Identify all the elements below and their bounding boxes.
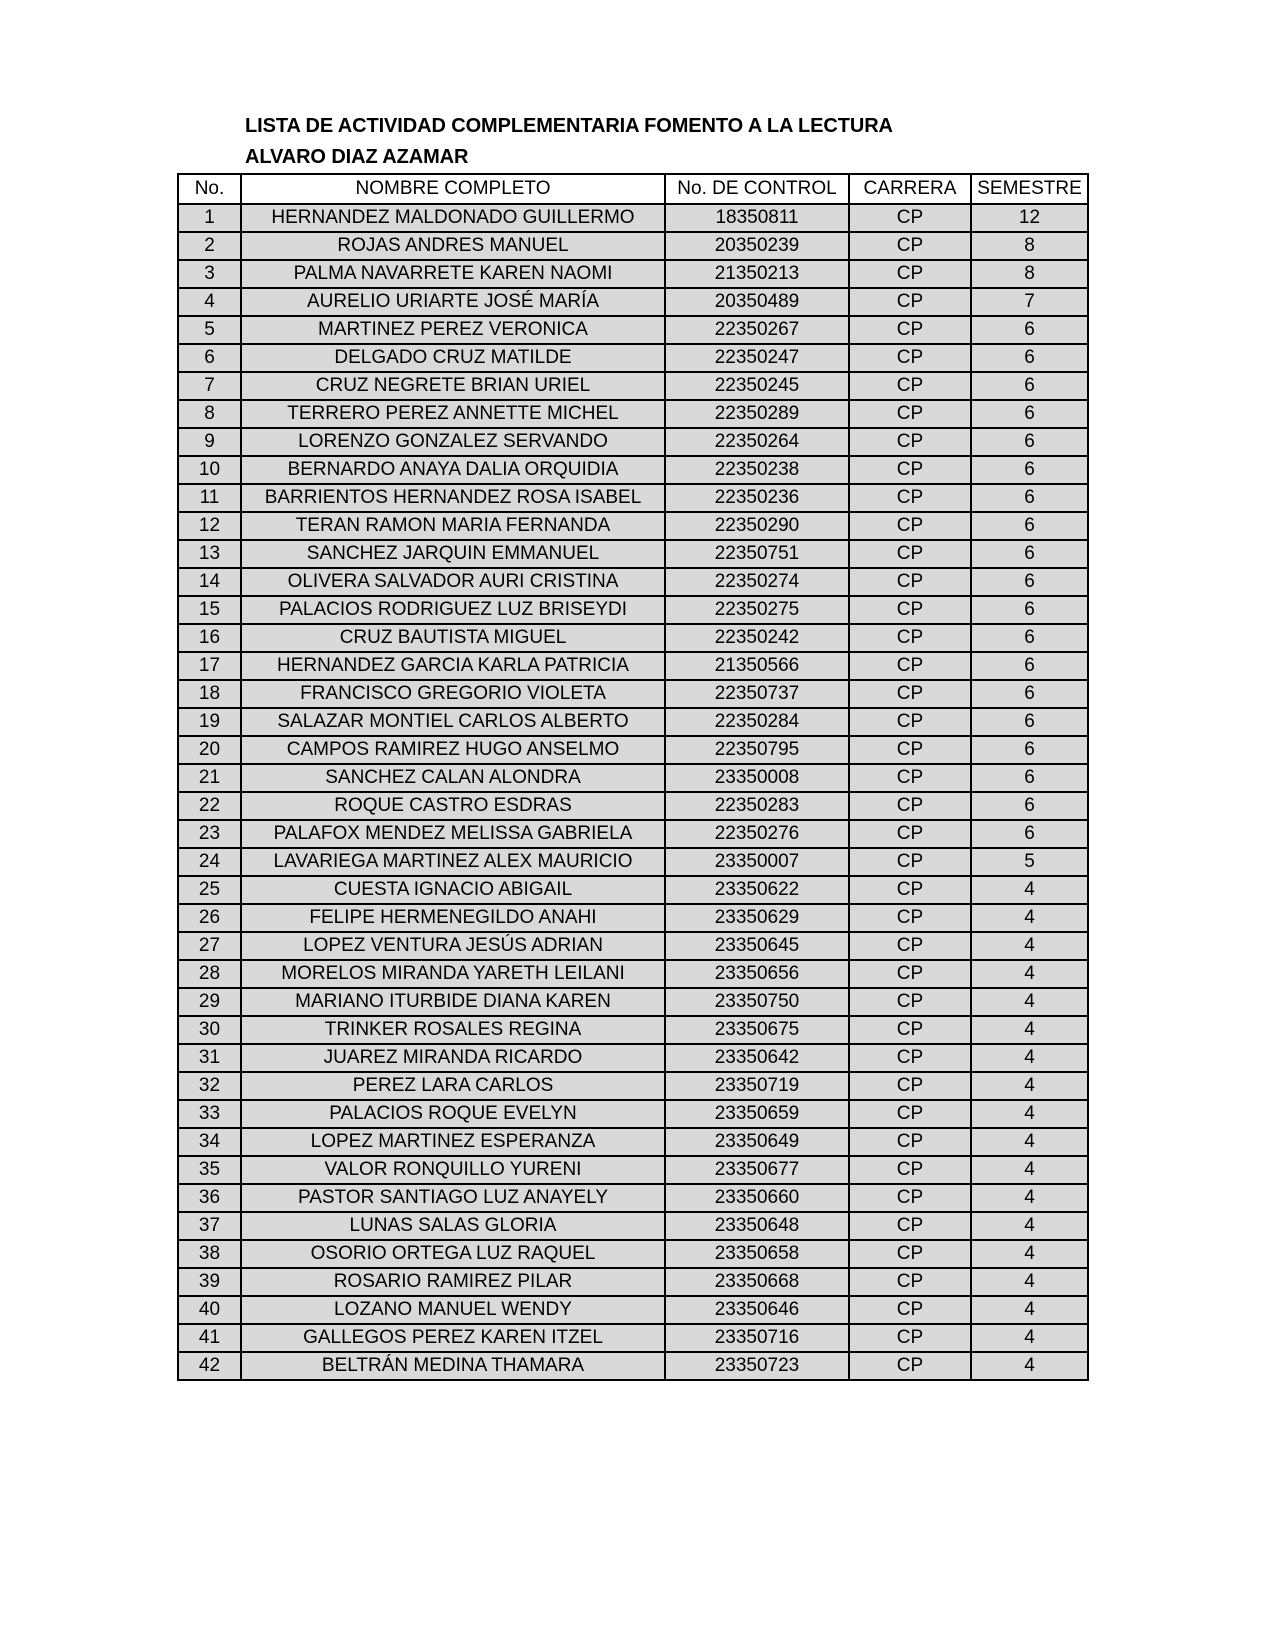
- row-number-cell: 25: [178, 876, 241, 904]
- career-cell: CP: [849, 1156, 971, 1184]
- career-cell: CP: [849, 904, 971, 932]
- header-semester: SEMESTRE: [971, 174, 1088, 204]
- career-cell: CP: [849, 1184, 971, 1212]
- full-name-cell: FELIPE HERMENEGILDO ANAHI: [241, 904, 665, 932]
- control-number-cell: 23350656: [665, 960, 849, 988]
- row-number-cell: 24: [178, 848, 241, 876]
- table-row: [178, 988, 1088, 1016]
- row-number-cell: 28: [178, 960, 241, 988]
- row-number-cell: 29: [178, 988, 241, 1016]
- control-number-cell: 22350737: [665, 680, 849, 708]
- table-row: [178, 1156, 1088, 1184]
- full-name-cell: JUAREZ MIRANDA RICARDO: [241, 1044, 665, 1072]
- row-number-cell: 15: [178, 596, 241, 624]
- full-name-cell: SALAZAR MONTIEL CARLOS ALBERTO: [241, 708, 665, 736]
- table-row: [178, 596, 1088, 624]
- semester-cell: 6: [971, 820, 1088, 848]
- control-number-cell: 22350751: [665, 540, 849, 568]
- semester-cell: 4: [971, 1324, 1088, 1352]
- full-name-cell: LOZANO MANUEL WENDY: [241, 1296, 665, 1324]
- career-cell: CP: [849, 512, 971, 540]
- career-cell: CP: [849, 764, 971, 792]
- row-number-cell: 33: [178, 1100, 241, 1128]
- row-number-cell: 36: [178, 1184, 241, 1212]
- semester-cell: 6: [971, 344, 1088, 372]
- full-name-cell: CUESTA IGNACIO ABIGAIL: [241, 876, 665, 904]
- control-number-cell: 23350008: [665, 764, 849, 792]
- semester-cell: 8: [971, 260, 1088, 288]
- semester-cell: 4: [971, 1128, 1088, 1156]
- control-number-cell: 23350645: [665, 932, 849, 960]
- full-name-cell: PALACIOS RODRIGUEZ LUZ BRISEYDI: [241, 596, 665, 624]
- table-row: [178, 904, 1088, 932]
- row-number-cell: 20: [178, 736, 241, 764]
- semester-cell: 6: [971, 792, 1088, 820]
- control-number-cell: 23350648: [665, 1212, 849, 1240]
- semester-cell: 6: [971, 484, 1088, 512]
- semester-cell: 6: [971, 456, 1088, 484]
- row-number-cell: 8: [178, 400, 241, 428]
- career-cell: CP: [849, 456, 971, 484]
- semester-cell: 12: [971, 204, 1088, 232]
- semester-cell: 4: [971, 932, 1088, 960]
- table-row: [178, 960, 1088, 988]
- full-name-cell: LORENZO GONZALEZ SERVANDO: [241, 428, 665, 456]
- semester-cell: 6: [971, 652, 1088, 680]
- career-cell: CP: [849, 1100, 971, 1128]
- table-row: [178, 736, 1088, 764]
- row-number-cell: 7: [178, 372, 241, 400]
- row-number-cell: 9: [178, 428, 241, 456]
- control-number-cell: 23350668: [665, 1268, 849, 1296]
- row-number-cell: 18: [178, 680, 241, 708]
- control-number-cell: 23350629: [665, 904, 849, 932]
- table-row: [178, 876, 1088, 904]
- control-number-cell: 22350795: [665, 736, 849, 764]
- semester-cell: 4: [971, 1240, 1088, 1268]
- control-number-cell: 22350267: [665, 316, 849, 344]
- header-full-name: NOMBRE COMPLETO: [241, 174, 665, 204]
- table-row: [178, 316, 1088, 344]
- semester-cell: 4: [971, 1072, 1088, 1100]
- table-row: [178, 1016, 1088, 1044]
- table-row: [178, 288, 1088, 316]
- career-cell: CP: [849, 624, 971, 652]
- control-number-cell: 22350238: [665, 456, 849, 484]
- semester-cell: 8: [971, 232, 1088, 260]
- semester-cell: 4: [971, 1268, 1088, 1296]
- semester-cell: 6: [971, 316, 1088, 344]
- table-row: [178, 400, 1088, 428]
- career-cell: CP: [849, 988, 971, 1016]
- full-name-cell: PALAFOX MENDEZ MELISSA GABRIELA: [241, 820, 665, 848]
- career-cell: CP: [849, 1324, 971, 1352]
- row-number-cell: 12: [178, 512, 241, 540]
- table-row: [178, 1100, 1088, 1128]
- full-name-cell: HERNANDEZ GARCIA KARLA PATRICIA: [241, 652, 665, 680]
- career-cell: CP: [849, 568, 971, 596]
- control-number-cell: 23350646: [665, 1296, 849, 1324]
- semester-cell: 6: [971, 708, 1088, 736]
- control-number-cell: 23350675: [665, 1016, 849, 1044]
- row-number-cell: 19: [178, 708, 241, 736]
- full-name-cell: SANCHEZ CALAN ALONDRA: [241, 764, 665, 792]
- control-number-cell: 21350566: [665, 652, 849, 680]
- full-name-cell: OSORIO ORTEGA LUZ RAQUEL: [241, 1240, 665, 1268]
- row-number-cell: 38: [178, 1240, 241, 1268]
- row-number-cell: 5: [178, 316, 241, 344]
- table-row: [178, 624, 1088, 652]
- row-number-cell: 3: [178, 260, 241, 288]
- header-number: No.: [178, 174, 241, 204]
- full-name-cell: AURELIO URIARTE JOSÉ MARÍA: [241, 288, 665, 316]
- control-number-cell: 23350658: [665, 1240, 849, 1268]
- semester-cell: 4: [971, 1100, 1088, 1128]
- table-row: [178, 344, 1088, 372]
- control-number-cell: 22350284: [665, 708, 849, 736]
- control-number-cell: 23350007: [665, 848, 849, 876]
- semester-cell: 4: [971, 1016, 1088, 1044]
- table-row: [178, 456, 1088, 484]
- row-number-cell: 10: [178, 456, 241, 484]
- control-number-cell: 22350276: [665, 820, 849, 848]
- full-name-cell: TERAN RAMON MARIA FERNANDA: [241, 512, 665, 540]
- control-number-cell: 18350811: [665, 204, 849, 232]
- table-row: [178, 1240, 1088, 1268]
- row-number-cell: 21: [178, 764, 241, 792]
- control-number-cell: 22350290: [665, 512, 849, 540]
- semester-cell: 4: [971, 1296, 1088, 1324]
- full-name-cell: BELTRÁN MEDINA THAMARA: [241, 1352, 665, 1380]
- table-row: [178, 848, 1088, 876]
- table-row: [178, 764, 1088, 792]
- career-cell: CP: [849, 372, 971, 400]
- control-number-cell: 23350750: [665, 988, 849, 1016]
- full-name-cell: CAMPOS RAMIREZ HUGO ANSELMO: [241, 736, 665, 764]
- semester-cell: 6: [971, 372, 1088, 400]
- table-row: [178, 792, 1088, 820]
- table-body: [178, 204, 1088, 1380]
- row-number-cell: 41: [178, 1324, 241, 1352]
- full-name-cell: GALLEGOS PEREZ KAREN ITZEL: [241, 1324, 665, 1352]
- control-number-cell: 22350264: [665, 428, 849, 456]
- control-number-cell: 23350642: [665, 1044, 849, 1072]
- control-number-cell: 22350289: [665, 400, 849, 428]
- document-subtitle: ALVARO DIAZ AZAMAR: [245, 146, 469, 168]
- full-name-cell: CRUZ NEGRETE BRIAN URIEL: [241, 372, 665, 400]
- table-row: [178, 820, 1088, 848]
- semester-cell: 6: [971, 680, 1088, 708]
- row-number-cell: 39: [178, 1268, 241, 1296]
- control-number-cell: 22350247: [665, 344, 849, 372]
- control-number-cell: 23350716: [665, 1324, 849, 1352]
- table-row: [178, 932, 1088, 960]
- career-cell: CP: [849, 1352, 971, 1380]
- full-name-cell: TRINKER ROSALES REGINA: [241, 1016, 665, 1044]
- table-row: [178, 1044, 1088, 1072]
- full-name-cell: LUNAS SALAS GLORIA: [241, 1212, 665, 1240]
- row-number-cell: 23: [178, 820, 241, 848]
- row-number-cell: 26: [178, 904, 241, 932]
- full-name-cell: PALMA NAVARRETE KAREN NAOMI: [241, 260, 665, 288]
- career-cell: CP: [849, 1128, 971, 1156]
- career-cell: CP: [849, 736, 971, 764]
- full-name-cell: SANCHEZ JARQUIN EMMANUEL: [241, 540, 665, 568]
- career-cell: CP: [849, 344, 971, 372]
- full-name-cell: ROQUE CASTRO ESDRAS: [241, 792, 665, 820]
- row-number-cell: 35: [178, 1156, 241, 1184]
- semester-cell: 6: [971, 736, 1088, 764]
- table-row: [178, 568, 1088, 596]
- control-number-cell: 22350242: [665, 624, 849, 652]
- semester-cell: 4: [971, 1212, 1088, 1240]
- semester-cell: 5: [971, 848, 1088, 876]
- table-row: [178, 1268, 1088, 1296]
- semester-cell: 4: [971, 988, 1088, 1016]
- table-row: [178, 652, 1088, 680]
- career-cell: CP: [849, 652, 971, 680]
- table-row: [178, 1184, 1088, 1212]
- semester-cell: 4: [971, 876, 1088, 904]
- full-name-cell: PASTOR SANTIAGO LUZ ANAYELY: [241, 1184, 665, 1212]
- full-name-cell: MARTINEZ PEREZ VERONICA: [241, 316, 665, 344]
- table-row: [178, 512, 1088, 540]
- full-name-cell: BERNARDO ANAYA DALIA ORQUIDIA: [241, 456, 665, 484]
- career-cell: CP: [849, 932, 971, 960]
- semester-cell: 7: [971, 288, 1088, 316]
- row-number-cell: 4: [178, 288, 241, 316]
- full-name-cell: PALACIOS ROQUE EVELYN: [241, 1100, 665, 1128]
- row-number-cell: 2: [178, 232, 241, 260]
- career-cell: CP: [849, 1296, 971, 1324]
- table-row: [178, 204, 1088, 232]
- semester-cell: 6: [971, 624, 1088, 652]
- career-cell: CP: [849, 232, 971, 260]
- full-name-cell: LOPEZ MARTINEZ ESPERANZA: [241, 1128, 665, 1156]
- control-number-cell: 23350660: [665, 1184, 849, 1212]
- control-number-cell: 22350275: [665, 596, 849, 624]
- table-row: [178, 540, 1088, 568]
- career-cell: CP: [849, 1016, 971, 1044]
- full-name-cell: CRUZ BAUTISTA MIGUEL: [241, 624, 665, 652]
- semester-cell: 6: [971, 428, 1088, 456]
- semester-cell: 4: [971, 1156, 1088, 1184]
- career-cell: CP: [849, 288, 971, 316]
- full-name-cell: ROJAS ANDRES MANUEL: [241, 232, 665, 260]
- full-name-cell: PEREZ LARA CARLOS: [241, 1072, 665, 1100]
- table-row: [178, 1324, 1088, 1352]
- row-number-cell: 22: [178, 792, 241, 820]
- full-name-cell: BARRIENTOS HERNANDEZ ROSA ISABEL: [241, 484, 665, 512]
- semester-cell: 6: [971, 568, 1088, 596]
- row-number-cell: 16: [178, 624, 241, 652]
- career-cell: CP: [849, 400, 971, 428]
- full-name-cell: DELGADO CRUZ MATILDE: [241, 344, 665, 372]
- career-cell: CP: [849, 680, 971, 708]
- control-number-cell: 23350677: [665, 1156, 849, 1184]
- semester-cell: 4: [971, 960, 1088, 988]
- control-number-cell: 22350283: [665, 792, 849, 820]
- header-career: CARRERA: [849, 174, 971, 204]
- career-cell: CP: [849, 1212, 971, 1240]
- row-number-cell: 34: [178, 1128, 241, 1156]
- career-cell: CP: [849, 820, 971, 848]
- table-row: [178, 232, 1088, 260]
- career-cell: CP: [849, 428, 971, 456]
- control-number-cell: 20350489: [665, 288, 849, 316]
- career-cell: CP: [849, 792, 971, 820]
- row-number-cell: 30: [178, 1016, 241, 1044]
- semester-cell: 4: [971, 1044, 1088, 1072]
- table-row: [178, 260, 1088, 288]
- career-cell: CP: [849, 316, 971, 344]
- table-row: [178, 1072, 1088, 1100]
- semester-cell: 4: [971, 904, 1088, 932]
- semester-cell: 6: [971, 400, 1088, 428]
- control-number-cell: 23350719: [665, 1072, 849, 1100]
- control-number-cell: 22350245: [665, 372, 849, 400]
- full-name-cell: MORELOS MIRANDA YARETH LEILANI: [241, 960, 665, 988]
- full-name-cell: LOPEZ VENTURA JESÚS ADRIAN: [241, 932, 665, 960]
- career-cell: CP: [849, 484, 971, 512]
- semester-cell: 4: [971, 1184, 1088, 1212]
- row-number-cell: 27: [178, 932, 241, 960]
- control-number-cell: 23350649: [665, 1128, 849, 1156]
- row-number-cell: 13: [178, 540, 241, 568]
- table-row: [178, 1296, 1088, 1324]
- table-row: [178, 1352, 1088, 1380]
- career-cell: CP: [849, 848, 971, 876]
- table-row: [178, 1212, 1088, 1240]
- career-cell: CP: [849, 204, 971, 232]
- table-row: [178, 1128, 1088, 1156]
- table-row: [178, 680, 1088, 708]
- full-name-cell: FRANCISCO GREGORIO VIOLETA: [241, 680, 665, 708]
- row-number-cell: 31: [178, 1044, 241, 1072]
- row-number-cell: 32: [178, 1072, 241, 1100]
- header-control-number: No. DE CONTROL: [665, 174, 849, 204]
- row-number-cell: 40: [178, 1296, 241, 1324]
- row-number-cell: 37: [178, 1212, 241, 1240]
- full-name-cell: LAVARIEGA MARTINEZ ALEX MAURICIO: [241, 848, 665, 876]
- row-number-cell: 11: [178, 484, 241, 512]
- document-title: LISTA DE ACTIVIDAD COMPLEMENTARIA FOMENTO A LA LECTURA: [245, 115, 893, 137]
- control-number-cell: 21350213: [665, 260, 849, 288]
- control-number-cell: 23350622: [665, 876, 849, 904]
- semester-cell: 6: [971, 764, 1088, 792]
- career-cell: CP: [849, 1240, 971, 1268]
- row-number-cell: 42: [178, 1352, 241, 1380]
- career-cell: CP: [849, 1044, 971, 1072]
- full-name-cell: HERNANDEZ MALDONADO GUILLERMO: [241, 204, 665, 232]
- row-number-cell: 14: [178, 568, 241, 596]
- control-number-cell: 23350723: [665, 1352, 849, 1380]
- table-row: [178, 484, 1088, 512]
- full-name-cell: TERRERO PEREZ ANNETTE MICHEL: [241, 400, 665, 428]
- semester-cell: 6: [971, 512, 1088, 540]
- career-cell: CP: [849, 540, 971, 568]
- control-number-cell: 23350659: [665, 1100, 849, 1128]
- full-name-cell: VALOR RONQUILLO YURENI: [241, 1156, 665, 1184]
- career-cell: CP: [849, 260, 971, 288]
- career-cell: CP: [849, 708, 971, 736]
- control-number-cell: 20350239: [665, 232, 849, 260]
- semester-cell: 6: [971, 540, 1088, 568]
- table-row: [178, 708, 1088, 736]
- semester-cell: 4: [971, 1352, 1088, 1380]
- career-cell: CP: [849, 960, 971, 988]
- full-name-cell: OLIVERA SALVADOR AURI CRISTINA: [241, 568, 665, 596]
- table-row: [178, 372, 1088, 400]
- control-number-cell: 22350236: [665, 484, 849, 512]
- table-header-row: [178, 174, 1088, 204]
- control-number-cell: 22350274: [665, 568, 849, 596]
- full-name-cell: ROSARIO RAMIREZ PILAR: [241, 1268, 665, 1296]
- career-cell: CP: [849, 1072, 971, 1100]
- full-name-cell: MARIANO ITURBIDE DIANA KAREN: [241, 988, 665, 1016]
- table-row: [178, 428, 1088, 456]
- student-list-table: [177, 173, 1089, 1381]
- row-number-cell: 17: [178, 652, 241, 680]
- career-cell: CP: [849, 1268, 971, 1296]
- career-cell: CP: [849, 596, 971, 624]
- semester-cell: 6: [971, 596, 1088, 624]
- row-number-cell: 1: [178, 204, 241, 232]
- row-number-cell: 6: [178, 344, 241, 372]
- career-cell: CP: [849, 876, 971, 904]
